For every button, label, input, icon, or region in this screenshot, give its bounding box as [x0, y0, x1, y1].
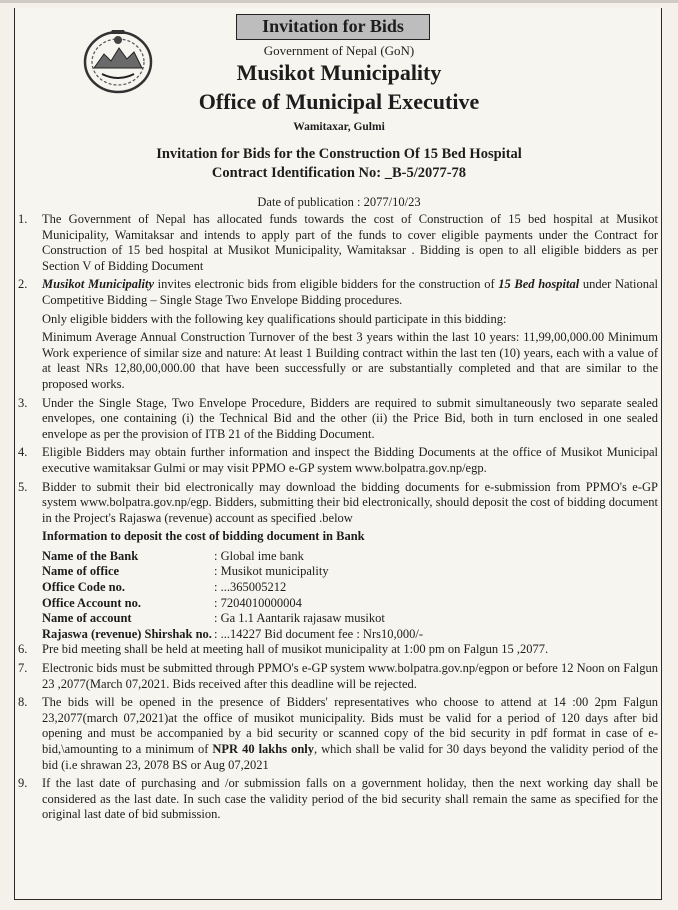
- clause-4: [14, 445, 658, 476]
- clause-9: [14, 776, 658, 823]
- qualification-intro: Only eligible bidders with the following key qualifications should participate in this bidding:: [42, 311, 507, 326]
- notice-title: Invitation for Bids for the Construction Of 15 Bed Hospital: [156, 146, 522, 162]
- municipality-name: Musikot Municipality: [236, 60, 442, 85]
- clause-text: Bidder to submit their bid electronically may download the bidding documents for e-submission from PPMO's e-GP system www.bolpatra.gov.np/egp. Bidders, submitting their bid electronically, should deposit the cost of bidding document in the Project's Rajaswa (revenue) account as specified .below: [42, 479, 658, 525]
- clause-1: [14, 212, 658, 274]
- publication-date: Date of publication : 2077/10/23: [257, 195, 421, 209]
- notice-body: [14, 212, 658, 826]
- bid-security-amount: NPR 40 lakhs only: [212, 742, 314, 756]
- project-emphasis: 15 Bed hospital: [498, 277, 580, 292]
- bank-row-label: Name of office: [42, 564, 120, 579]
- clause-6: [14, 642, 658, 658]
- top-rule: [0, 0, 678, 3]
- bank-row-value: : Global ime bank: [214, 548, 304, 563]
- clause-8: [14, 695, 658, 773]
- clause-number: 4.: [18, 445, 28, 460]
- bank-row-value: : Musikot municipality: [214, 564, 329, 579]
- clause-text: under National Competitive Bidding – Single Stage Two Envelope Bidding procedures.: [42, 277, 659, 307]
- clause-text: Electronic bids must be submitted through PPMO's e-GP system www.bolpatra.gov.np/egpon or before 12 Noon on Falgun 23 ,2077(March 07,2021. Bids received after this deadline will be rejected.: [42, 661, 658, 691]
- municipality-emphasis: Musikot Municipality: [42, 277, 155, 292]
- bank-row-value: : Ga 1.1 Aantarik rajasaw musikot: [214, 611, 385, 626]
- bank-row-value: : ...365005212: [214, 580, 287, 595]
- bank-info-heading: Information to deposit the cost of bidding document in Bank: [42, 529, 365, 544]
- notice-banner: Invitation for Bids: [236, 14, 430, 40]
- clause-text: Eligible Bidders may obtain further information and inspect the Bidding Documents at the office of Musikot Municipal executive wamitaksar Gulmi or may visit PPMO e-GP system www.bolpatra.gov.np/egp.: [42, 445, 658, 475]
- bank-row-label: Rajaswa (revenue) Shirshak no.: [42, 626, 212, 641]
- bank-row-label: Name of account: [42, 611, 132, 626]
- clause-number: 3.: [18, 395, 28, 410]
- clause-text: The bids will be opened in the presence of Bidders' representatives who choose to attend at 14 :00 2pm Falgun 23,2077(march 07,2021)at the office of musikot municipality. Bids must be valid for a period of 120 days after bid opening and must be accompanied by a bid security or scanned copy of the bid security in pdf format in case of e-bid,\amounting to a minimum of: [42, 695, 658, 756]
- bank-row-value: : 7204010000004: [214, 595, 302, 610]
- bank-row: [14, 580, 658, 596]
- qualification-details: Minimum Average Annual Construction Turnover of the best 3 years within the last 10 years: 11,99,00,000.00 Minimum Work experience of similar size and nature: At least 1 Building contract within the last ten (10) years, each with a value of at least NRs 12,80,00,000.00 that have been successfully or are substantially completed and that are similar to the proposed works.: [42, 330, 658, 391]
- clause-3: [14, 396, 658, 443]
- bank-row: [14, 611, 658, 627]
- bank-row-value: : ...14227 Bid document fee : Nrs10,000/-: [214, 626, 423, 641]
- clause-text: Under the Single Stage, Two Envelope Procedure, Bidders are required to submit simultaneously two separate sealed envelopes, one containing (i) the Technical Bid and the other (ii) the Price Bid, both in turn enclosed in one sealed envelope as per the provision of ITB 21 of the Bidding Document.: [42, 395, 658, 441]
- clause-text: , which shall be valid for 30 days beyond the validity period of the bid (i.e shrawan 23, 2078 BS or Aug 07,2021: [42, 742, 659, 772]
- office-name: Office of Municipal Executive: [198, 89, 480, 114]
- clause-text: If the last date of purchasing and /or submission falls on a government holiday, then the next working day shall be considered as the last date. In such case the validity period of the bid security shall remain the same as specified for the original last date of bid submission.: [42, 776, 658, 822]
- office-location: Wamitaxar, Gulmi: [293, 121, 385, 133]
- government-label: Government of Nepal (GoN): [263, 43, 415, 58]
- bank-row: [14, 564, 658, 580]
- clause-number: 2.: [18, 277, 28, 292]
- clause-text: The Government of Nepal has allocated funds towards the cost of Construction of 15 bed hospital at Musikot Municipality, Wamitaksar and intends to apply part of the funds to cover eligible payments under the Contract for Construction of 15 bed hospital at Musikot Municipality, Wamitaksar . Bidding is open to all eligible bidders as per Section V of Bidding Document: [42, 212, 658, 273]
- bank-row-label: Name of the Bank: [42, 548, 139, 563]
- clause-5: [14, 480, 658, 527]
- clause-2: [14, 277, 658, 308]
- clause-number: 7.: [18, 661, 28, 676]
- bank-row-label: Office Code no.: [42, 580, 125, 595]
- clause-number: 5.: [18, 479, 28, 494]
- clause-number: 8.: [18, 695, 28, 710]
- bank-row-label: Office Account no.: [42, 595, 141, 610]
- clause-number: 9.: [18, 776, 28, 791]
- clause-number: 6.: [18, 642, 28, 657]
- contract-id: Contract Identification No: _B-5/2077-78: [211, 165, 467, 181]
- bank-row: [14, 627, 658, 643]
- clause-number: 1.: [18, 212, 28, 226]
- clause-text: Pre bid meeting shall be held at meeting hall of musikot municipality at 1:00 pm on Falgun 15 ,2077.: [42, 642, 549, 657]
- bank-row: [14, 549, 658, 565]
- clause-text: invites electronic bids from eligible bidders for the construction of: [154, 277, 499, 292]
- bank-row: [14, 596, 658, 612]
- clause-7: [14, 661, 658, 692]
